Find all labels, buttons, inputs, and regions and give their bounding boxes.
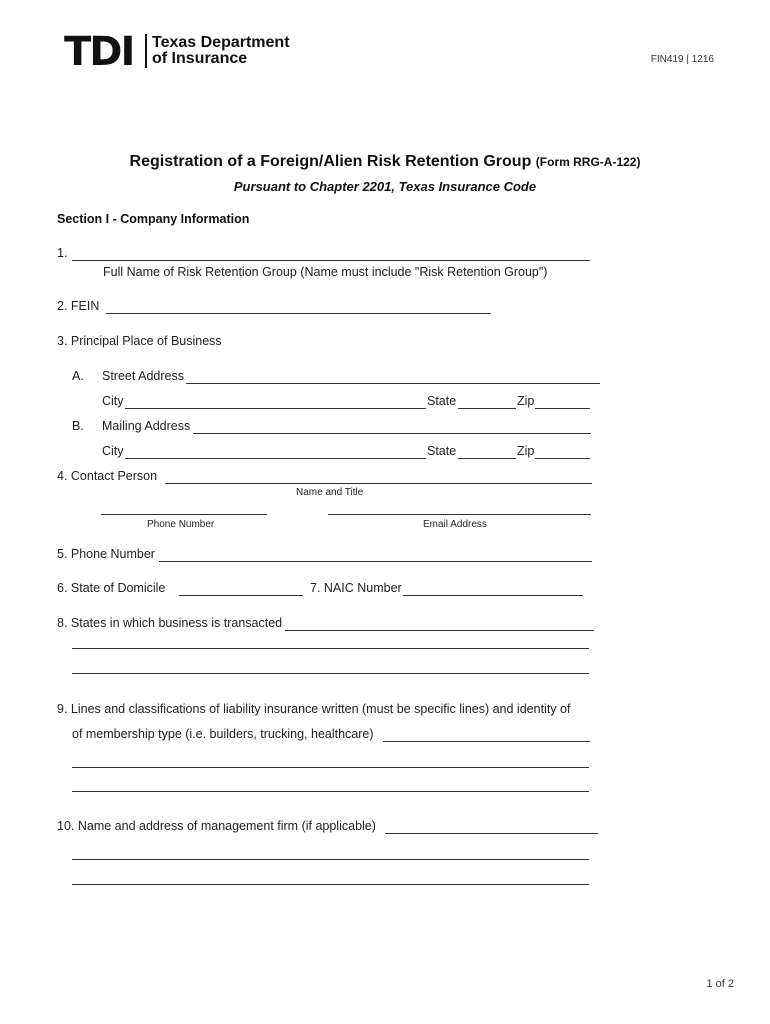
agency-name — [152, 35, 290, 67]
mailing-address-field[interactable] — [193, 433, 591, 434]
q4-caption-phone: Phone Number — [147, 519, 215, 530]
state-label-a: State — [427, 394, 457, 408]
city-label-a: City — [102, 394, 124, 408]
phone-number-field[interactable] — [159, 561, 592, 562]
q3b-letter: B. — [72, 419, 84, 433]
q5-label: 5. Phone Number — [57, 547, 155, 561]
form-subtitle: Pursuant to Chapter 2201, Texas Insurance Code — [233, 179, 537, 194]
city-label-b: City — [102, 444, 124, 458]
naic-number-field[interactable] — [403, 595, 583, 596]
rrg-name-field[interactable] — [72, 260, 590, 261]
q1-caption: Full Name of Risk Retention Group (Name must include "Risk Retention Group") — [103, 265, 548, 279]
mailing-address-label: Mailing Address — [102, 419, 191, 433]
form-id: FIN419 | 1216 — [650, 54, 714, 65]
state-field-a[interactable] — [458, 408, 516, 409]
states-field-line2[interactable] — [72, 648, 589, 649]
q8-label: 8. States in which business is transacted — [57, 616, 283, 630]
q3a-letter: A. — [72, 369, 84, 383]
q9-label-line2: of membership type (i.e. builders, trucking, healthcare) — [72, 727, 374, 741]
lines-field-line1[interactable] — [383, 741, 590, 742]
zip-label-a: Zip — [517, 394, 535, 408]
form-title — [0, 153, 770, 171]
contact-phone-field[interactable] — [101, 514, 267, 515]
states-field-line1[interactable] — [285, 630, 594, 631]
street-address-field[interactable] — [186, 383, 600, 384]
q6-label: 6. State of Domicile — [57, 581, 166, 595]
zip-label-b: Zip — [517, 444, 535, 458]
zip-field-b[interactable] — [535, 458, 590, 459]
city-field-b[interactable] — [125, 458, 426, 459]
state-of-domicile-field[interactable] — [179, 595, 303, 596]
form-code: (Form RRG-A-122) — [535, 155, 641, 169]
tdi-logo: TDI — [64, 29, 134, 75]
city-field-a[interactable] — [125, 408, 426, 409]
logo-divider — [145, 34, 147, 68]
q7-label: 7. NAIC Number — [310, 581, 402, 595]
zip-field-a[interactable] — [535, 408, 590, 409]
management-firm-field-line1[interactable] — [385, 833, 598, 834]
form-title-text: Registration of a Foreign/Alien Risk Retention Group — [129, 153, 532, 170]
q9-label-line1: 9. Lines and classifications of liability insurance written (must be specific lines) and identity of — [57, 702, 571, 716]
state-label-b: State — [427, 444, 457, 458]
q2-label: 2. FEIN — [57, 299, 100, 313]
states-field-line3[interactable] — [72, 673, 589, 674]
lines-field-line2[interactable] — [72, 767, 589, 768]
fein-field[interactable] — [106, 313, 491, 314]
contact-email-field[interactable] — [328, 514, 591, 515]
q1-number: 1. — [57, 246, 68, 260]
q4-caption-email: Email Address — [423, 519, 487, 530]
agency-name-line1: Texas Department — [152, 34, 290, 51]
q10-label: 10. Name and address of management firm (if applicable) — [57, 819, 376, 833]
agency-name-line2: of Insurance — [152, 50, 248, 67]
q4-label: 4. Contact Person — [57, 469, 158, 483]
page-number: 1 of 2 — [706, 978, 734, 990]
street-address-label: Street Address — [102, 369, 184, 383]
q3-label: 3. Principal Place of Business — [57, 334, 222, 348]
management-firm-field-line2[interactable] — [72, 859, 589, 860]
section-heading: Section I - Company Information — [57, 212, 250, 226]
contact-name-field[interactable] — [165, 483, 592, 484]
lines-field-line3[interactable] — [72, 791, 589, 792]
q4-caption-name: Name and Title — [296, 487, 364, 498]
management-firm-field-line3[interactable] — [72, 884, 589, 885]
state-field-b[interactable] — [458, 458, 516, 459]
